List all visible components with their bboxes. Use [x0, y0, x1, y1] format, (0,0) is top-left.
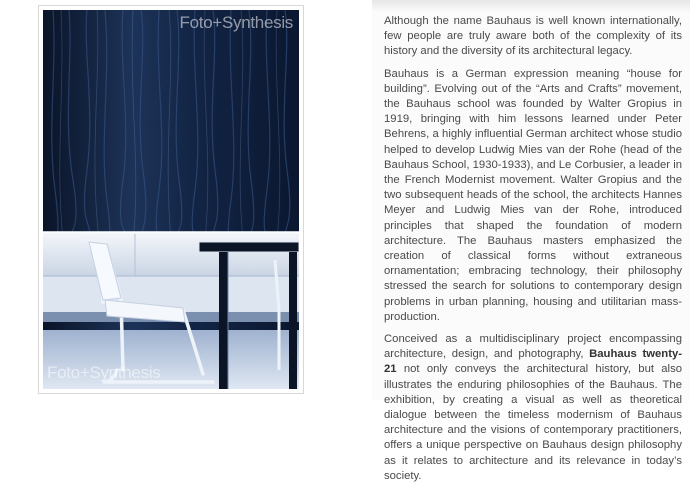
paragraph-intro: Although the name Bauhaus is well known internationally, few people are truly aware both of the complexity of its history and the diversity of its architectural legacy.: [384, 15, 682, 58]
paragraph-project-end: not only conveys the architectural history, but also illustrates the enduring philosophies of the Bauhaus. The exhibition, by creating a visual as well as theoretical dialogue between the timeless modernism of Bauhaus architecture and the visions of contemporary practitioners, offers a unique perspective on Bauhaus design philosophy as it relates to architecture and its relevance in today’s society.: [384, 363, 682, 482]
paragraph-history: Bauhaus is a German expression meaning “house for building”. Evolving out of the “Arts and Crafts” movement, the Bauhaus school was founded by Walter Gropius in 1919, bringing with him lessons learned under Peter Behrens, a highly influential German architect whose studio helped to develop Ludwig Mies van der Rohe (head of the Bauhaus School, 1930-1933), and Le Corbusier, a leader in the French Modernist movement. Walter Gropius and the two subsequent heads of the school, the architects Hannes Meyer and Ludwig Mies van der Rohe, introduced principles that shaped the foundation of modern architecture. The Bauhaus masters emphasized the creation of classical forms without extraneous ornamentation; embracing technology, their philosophy stressed the search for solutions to contemporary design problems in urban planning, housing and utilitarian mass-production.: [384, 67, 682, 323]
paragraph-project: [384, 332, 682, 484]
watermark-bottom: Foto+Synthesis: [47, 363, 161, 382]
project-name: Bauhaus twenty-21: [384, 348, 682, 376]
paragraph-project-start: Conceived as a multidisciplinary project encompassing architecture, design, and photography,: [384, 333, 682, 361]
watermark-top: Foto+Synthesis: [179, 13, 293, 32]
bauhaus-interior-photo: [43, 10, 299, 389]
photo-frame: [38, 5, 304, 394]
photo-illustration: [43, 10, 299, 389]
article-text: [372, 0, 690, 482]
